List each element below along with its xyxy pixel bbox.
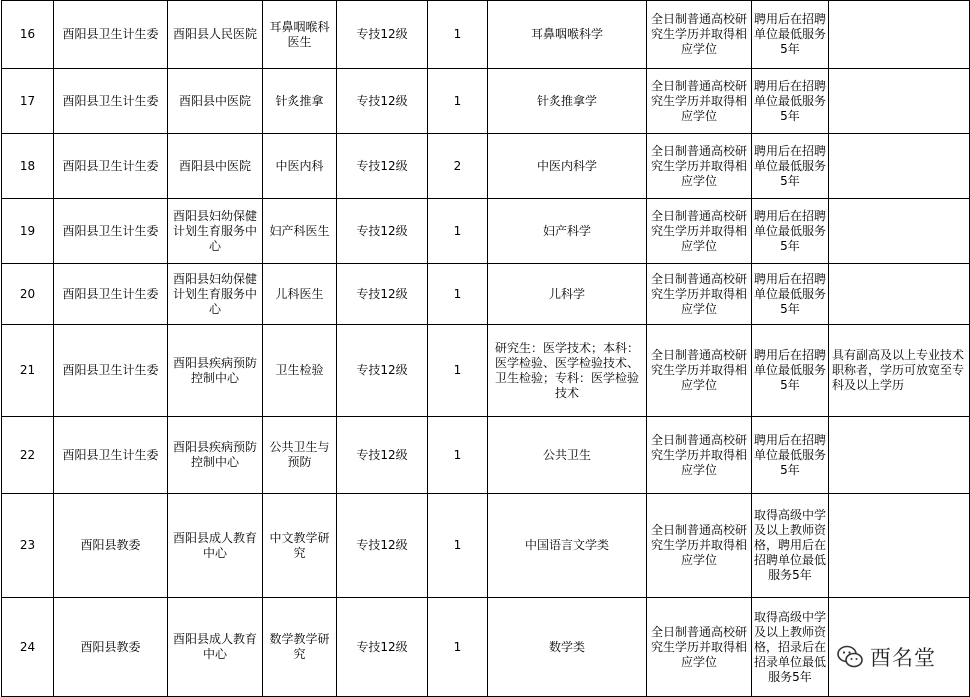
education-cell: 全日制普通高校研究生学历并取得相应学位 (647, 325, 752, 417)
service-requirement-cell: 聘用后在招聘单位最低服务5年 (752, 69, 829, 134)
row-number-cell: 24 (2, 598, 54, 697)
headcount-cell: 1 (428, 494, 488, 598)
service-requirement-cell: 聘用后在招聘单位最低服务5年 (752, 417, 829, 494)
service-requirement-cell: 聘用后在招聘单位最低服务5年 (752, 264, 829, 325)
remark-cell (829, 199, 970, 264)
table-row (2, 494, 970, 598)
major-cell: 针炙推拿学 (488, 69, 647, 134)
service-requirement-cell: 取得高级中学及以上教师资格，招录后在招录单位最低服务5年 (752, 598, 829, 697)
service-requirement-cell: 取得高级中学及以上教师资格，聘用后在招聘单位最低服务5年 (752, 494, 829, 598)
major-cell: 中医内科学 (488, 134, 647, 199)
major-cell: 中国语言文学类 (488, 494, 647, 598)
job-level-cell: 专技12级 (337, 1, 428, 69)
remark-cell: 具有副高及以上专业技术职称者，学历可放宽至专科及以上学历 (829, 325, 970, 417)
recruitment-table (1, 0, 970, 697)
department-cell: 酉阳县卫生计生委 (54, 1, 168, 69)
row-number-cell: 23 (2, 494, 54, 598)
table-row (2, 69, 970, 134)
major-cell: 儿科学 (488, 264, 647, 325)
job-level-cell: 专技12级 (337, 598, 428, 697)
headcount-cell: 1 (428, 199, 488, 264)
row-number-cell: 19 (2, 199, 54, 264)
position-cell: 儿科医生 (263, 264, 337, 325)
remark-cell (829, 264, 970, 325)
department-cell: 酉阳县卫生计生委 (54, 264, 168, 325)
remark-cell (829, 417, 970, 494)
department-cell: 酉阳县卫生计生委 (54, 417, 168, 494)
major-cell: 数学类 (488, 598, 647, 697)
position-cell: 数学教学研究 (263, 598, 337, 697)
job-level-cell: 专技12级 (337, 264, 428, 325)
major-cell: 公共卫生 (488, 417, 647, 494)
employer-cell: 酉阳县人民医院 (168, 1, 263, 69)
row-number-cell: 20 (2, 264, 54, 325)
headcount-cell: 1 (428, 1, 488, 69)
table-row (2, 1, 970, 69)
headcount-cell: 1 (428, 417, 488, 494)
table-row (2, 417, 970, 494)
job-level-cell: 专技12级 (337, 199, 428, 264)
employer-cell: 酉阳县成人教育中心 (168, 494, 263, 598)
major-cell: 耳鼻咽喉科学 (488, 1, 647, 69)
job-level-cell: 专技12级 (337, 134, 428, 199)
service-requirement-cell: 聘用后在招聘单位最低服务5年 (752, 199, 829, 264)
table-row (2, 598, 970, 697)
job-level-cell: 专技12级 (337, 325, 428, 417)
major-cell: 研究生：医学技术；本科：医学检验、医学检验技术、卫生检验；专科：医学检验技术 (488, 325, 647, 417)
job-level-cell: 专技12级 (337, 69, 428, 134)
department-cell: 酉阳县教委 (54, 598, 168, 697)
position-cell: 公共卫生与预防 (263, 417, 337, 494)
education-cell: 全日制普通高校研究生学历并取得相应学位 (647, 494, 752, 598)
watermark (836, 640, 964, 674)
row-number-cell: 16 (2, 1, 54, 69)
employer-cell: 酉阳县妇幼保健计划生育服务中心 (168, 264, 263, 325)
employer-cell: 酉阳县成人教育中心 (168, 598, 263, 697)
education-cell: 全日制普通高校研究生学历并取得相应学位 (647, 598, 752, 697)
position-cell: 妇产科医生 (263, 199, 337, 264)
table-row (2, 134, 970, 199)
headcount-cell: 1 (428, 325, 488, 417)
position-cell: 耳鼻咽喉科医生 (263, 1, 337, 69)
headcount-cell: 2 (428, 134, 488, 199)
department-cell: 酉阳县卫生计生委 (54, 325, 168, 417)
employer-cell: 酉阳县妇幼保健计划生育服务中心 (168, 199, 263, 264)
wechat-icon (836, 643, 864, 671)
row-number-cell: 21 (2, 325, 54, 417)
department-cell: 酉阳县卫生计生委 (54, 134, 168, 199)
department-cell: 酉阳县卫生计生委 (54, 199, 168, 264)
service-requirement-cell: 聘用后在招聘单位最低服务5年 (752, 325, 829, 417)
headcount-cell: 1 (428, 69, 488, 134)
department-cell: 酉阳县卫生计生委 (54, 69, 168, 134)
table-row (2, 199, 970, 264)
education-cell: 全日制普通高校研究生学历并取得相应学位 (647, 134, 752, 199)
watermark-text: 酉名堂 (870, 646, 936, 670)
education-cell: 全日制普通高校研究生学历并取得相应学位 (647, 417, 752, 494)
education-cell: 全日制普通高校研究生学历并取得相应学位 (647, 1, 752, 69)
row-number-cell: 18 (2, 134, 54, 199)
remark-cell (829, 134, 970, 199)
remark-cell (829, 69, 970, 134)
position-cell: 中文教学研究 (263, 494, 337, 598)
table-row (2, 325, 970, 417)
job-level-cell: 专技12级 (337, 494, 428, 598)
position-cell: 中医内科 (263, 134, 337, 199)
position-cell: 针炙推拿 (263, 69, 337, 134)
department-cell: 酉阳县教委 (54, 494, 168, 598)
service-requirement-cell: 聘用后在招聘单位最低服务5年 (752, 1, 829, 69)
education-cell: 全日制普通高校研究生学历并取得相应学位 (647, 264, 752, 325)
position-cell: 卫生检验 (263, 325, 337, 417)
job-level-cell: 专技12级 (337, 417, 428, 494)
education-cell: 全日制普通高校研究生学历并取得相应学位 (647, 69, 752, 134)
employer-cell: 酉阳县中医院 (168, 134, 263, 199)
remark-cell (829, 494, 970, 598)
major-cell: 妇产科学 (488, 199, 647, 264)
remark-cell (829, 1, 970, 69)
service-requirement-cell: 聘用后在招聘单位最低服务5年 (752, 134, 829, 199)
employer-cell: 酉阳县中医院 (168, 69, 263, 134)
row-number-cell: 17 (2, 69, 54, 134)
headcount-cell: 1 (428, 598, 488, 697)
table-row (2, 264, 970, 325)
employer-cell: 酉阳县疾病预防控制中心 (168, 325, 263, 417)
education-cell: 全日制普通高校研究生学历并取得相应学位 (647, 199, 752, 264)
employer-cell: 酉阳县疾病预防控制中心 (168, 417, 263, 494)
row-number-cell: 22 (2, 417, 54, 494)
headcount-cell: 1 (428, 264, 488, 325)
